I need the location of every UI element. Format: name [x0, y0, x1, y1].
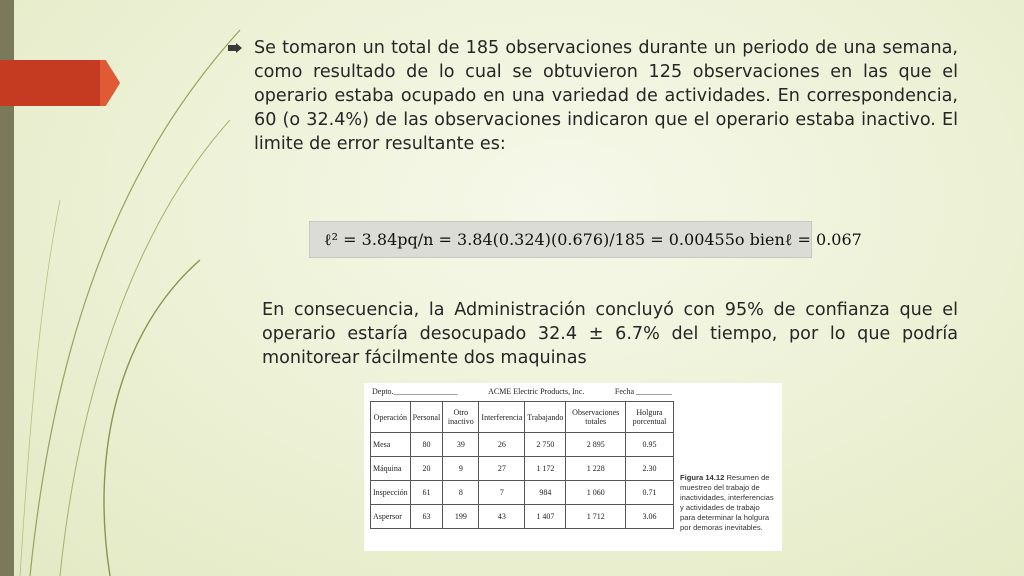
header-cell: Interferencia	[479, 402, 525, 433]
formula-middle: o bien	[734, 230, 785, 249]
table-cell: 26	[479, 433, 525, 457]
header-cell: Holgura porcentual	[626, 402, 674, 433]
work-sampling-table	[370, 401, 674, 529]
formula-left: ℓ² = 3.84pq/n = 3.84(0.324)(0.676)/185 = 0.00455	[324, 229, 735, 249]
decorative-curve-4	[20, 200, 60, 576]
decorative-curve-1	[30, 30, 240, 576]
table-cell: 2.30	[626, 457, 674, 481]
table-cell: 20	[410, 457, 443, 481]
table-cell: 984	[525, 481, 566, 505]
table-cell: 7	[479, 481, 525, 505]
table-cell: 3.06	[626, 505, 674, 529]
table-cell: 2 750	[525, 433, 566, 457]
table-cell: Máquina	[371, 457, 411, 481]
header-cell: Observaciones totales	[566, 402, 626, 433]
table-cell: 9	[443, 457, 479, 481]
table-row	[371, 481, 674, 505]
conclusion-paragraph: En consecuencia, la Administración concluyó con 95% de confianza que el operario estaría desocupado 32.4 ± 6.7% del tiempo, por lo que podría monitorear fácilmente dos maquinas	[262, 300, 958, 368]
table-cell: 199	[443, 505, 479, 529]
table-cell: 1 407	[525, 505, 566, 529]
arrow-bullet-icon	[228, 43, 242, 53]
sheet-header	[372, 387, 672, 396]
decorative-curve-3	[104, 260, 200, 576]
formula-right: ℓ = 0.067	[784, 229, 862, 249]
table-cell: 2 895	[566, 433, 626, 457]
header-cell: Otro inactivo	[443, 402, 479, 433]
table-row	[371, 433, 674, 457]
header-cell: Personal	[410, 402, 443, 433]
table-cell: 1 228	[566, 457, 626, 481]
decorative-curves	[0, 0, 260, 576]
table-cell: Aspersor	[371, 505, 411, 529]
table-row	[371, 505, 674, 529]
table-cell: 61	[410, 481, 443, 505]
table-cell: 63	[410, 505, 443, 529]
decorative-curve-2	[60, 120, 230, 576]
table-cell: 43	[479, 505, 525, 529]
error-limit-formula	[309, 221, 862, 258]
header-cell: Operación	[371, 402, 411, 433]
depto-label: Depto.________________	[372, 387, 458, 396]
bullet-text: Se tomaron un total de 185 observaciones durante un periodo de una semana, como resultado de lo cual se obtuvieron 125 observaciones en las que el operario estaba ocupado en una variedad de actividades. En correspondencia, 60 (o 32.4%) de las observaciones indicaron que el operario estaba inactivo. El limite de error resultante es:	[254, 38, 958, 154]
table-cell: 39	[443, 433, 479, 457]
figure-caption	[680, 473, 776, 533]
caption-label: Figura 14.12	[680, 473, 725, 482]
caption-text: Resumen de muestreo del trabajo de inactividades, interferencias y actividades de trabajo para determinar la holgura por demoras inevitables.	[680, 473, 774, 532]
header-cell: Trabajando	[525, 402, 566, 433]
table-cell: Inspección	[371, 481, 411, 505]
table-cell: 1 712	[566, 505, 626, 529]
table-cell: 1 060	[566, 481, 626, 505]
table-row	[371, 457, 674, 481]
table-cell: Mesa	[371, 433, 411, 457]
table-cell: 8	[443, 481, 479, 505]
table-cell: 0.95	[626, 433, 674, 457]
fecha-label: Fecha _________	[614, 387, 672, 396]
bullet-paragraph	[228, 36, 958, 156]
table-cell: 1 172	[525, 457, 566, 481]
figure-14-12	[364, 383, 782, 551]
table-header-row	[371, 402, 674, 433]
table-cell: 27	[479, 457, 525, 481]
table-cell: 0.71	[626, 481, 674, 505]
table-cell: 80	[410, 433, 443, 457]
company-name: ACME Electric Products, Inc.	[488, 387, 585, 396]
